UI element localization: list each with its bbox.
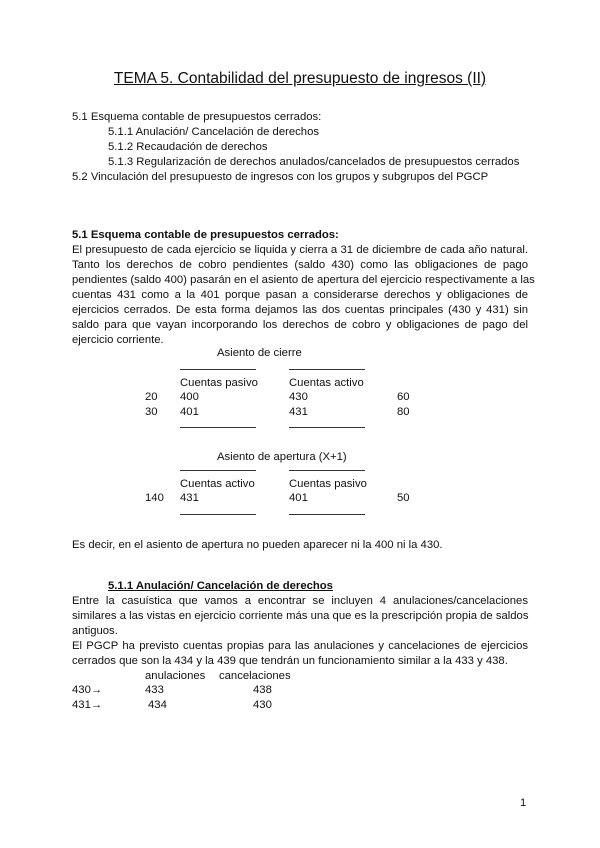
- amount: 50: [397, 492, 410, 504]
- account: 431: [289, 406, 308, 418]
- divider: [289, 470, 365, 471]
- amount: 140: [145, 492, 164, 504]
- text-line: ejercicios cerrados. De esta forma dejamos las dos cuentas principales (430 y 431) sin: [72, 304, 528, 316]
- account: 431: [180, 492, 199, 504]
- section-heading: 5.1.1 Anulación/ Cancelación de derechos: [108, 580, 333, 592]
- amount: 20: [145, 391, 158, 403]
- account: 434: [148, 699, 167, 711]
- toc-item: 5.1.1 Anulación/ Cancelación de derechos: [108, 126, 320, 138]
- account: 430→: [72, 684, 103, 696]
- column-header: cancelaciones: [219, 670, 291, 682]
- toc-item: 5.1.2 Recaudación de derechos: [108, 141, 268, 153]
- account: 430: [253, 699, 272, 711]
- text-line: El presupuesto de cada ejercicio se liquida y cierra a 31 de diciembre de cada año natural.: [72, 244, 528, 256]
- column-header: Cuentas pasivo: [289, 478, 367, 490]
- toc-item: 5.1.3 Regularización de derechos anulados/cancelados de presupuestos cerrados: [108, 156, 520, 168]
- text-line: cerrados que son la 434 y la 439 que tendrán un funcionamiento similar a la 433 y 438.: [72, 655, 508, 667]
- text-line: ejercicio corriente.: [72, 334, 164, 346]
- divider: [289, 514, 365, 515]
- text-line: El PGCP ha previsto cuentas propias para las anulaciones y cancelaciones de ejercicios: [72, 640, 528, 652]
- divider: [180, 427, 256, 428]
- page-title: TEMA 5. Contabilidad del presupuesto de ingresos (II): [113, 70, 487, 87]
- divider: [289, 369, 365, 370]
- column-header: Cuentas activo: [289, 377, 364, 389]
- toc-item: 5.2 Vinculación del presupuesto de ingresos con los grupos y subgrupos del PGCP: [72, 171, 489, 183]
- amount: 60: [397, 391, 410, 403]
- account: 400: [180, 391, 199, 403]
- text-line: similares a las vistas en ejercicio corriente más una que es la prescripción propia de saldos: [72, 610, 529, 622]
- toc-item: 5.1 Esquema contable de presupuestos cerrados:: [72, 111, 322, 123]
- divider: [180, 369, 256, 370]
- column-header: Cuentas activo: [180, 478, 255, 490]
- text-line: Tanto los derechos de cobro pendientes (saldo 430) como las obligaciones de pago: [72, 259, 528, 271]
- account: 438: [253, 684, 272, 696]
- amount: 80: [397, 406, 410, 418]
- account: 401: [180, 406, 199, 418]
- column-header: Cuentas pasivo: [180, 377, 258, 389]
- divider: [180, 470, 256, 471]
- divider: [289, 427, 365, 428]
- page-number: 1: [520, 797, 527, 809]
- text-line: pendientes (saldo 400) pasarán en el asiento de apertura del ejercicio respectivamente a las: [72, 274, 535, 286]
- amount: 30: [145, 406, 158, 418]
- text-line: cuentas 431 como a la 401 porque pasan a considerarse derechos y obligaciones de: [72, 289, 528, 301]
- column-header: anulaciones: [145, 670, 206, 682]
- account: 431→: [72, 699, 103, 711]
- account: 433: [145, 684, 164, 696]
- entry-title: Asiento de cierre: [217, 347, 302, 359]
- account: 430: [289, 391, 308, 403]
- text-line: antiguos.: [72, 625, 118, 637]
- entry-title: Asiento de apertura (X+1): [217, 451, 347, 463]
- section-heading: 5.1 Esquema contable de presupuestos cerrados:: [72, 229, 339, 241]
- conclusion-text: Es decir, en el asiento de apertura no pueden aparecer ni la 400 ni la 430.: [72, 539, 443, 551]
- account: 401: [289, 492, 308, 504]
- text-line: Entre la casuística que vamos a encontrar se incluyen 4 anulaciones/cancelaciones: [72, 595, 528, 607]
- text-line: saldo para que vayan incorporando los derechos de cobro y obligaciones de pago del: [72, 319, 528, 331]
- divider: [180, 514, 256, 515]
